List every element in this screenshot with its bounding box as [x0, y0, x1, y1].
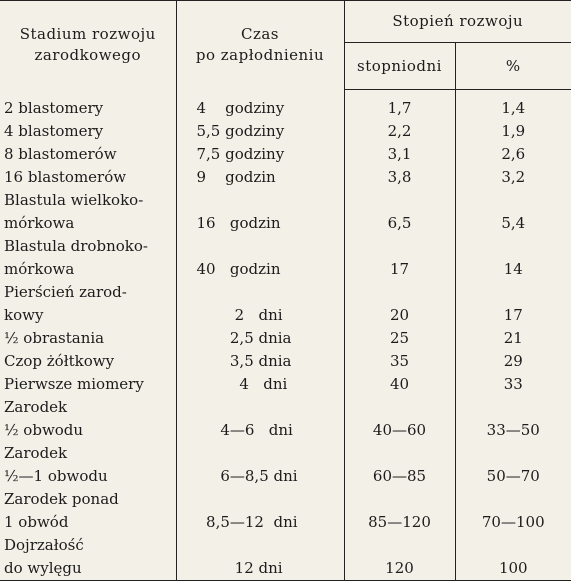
- degree-days-cell: 3,8: [344, 166, 455, 189]
- table-row: [0, 534, 571, 581]
- stage-line: Blastula drobnoko-: [4, 237, 148, 255]
- stage-cell: [0, 166, 176, 189]
- stage-line: ½ obwodu: [4, 421, 84, 439]
- degree-days-cell: 6,5: [344, 189, 455, 235]
- stage-line: mórkowa: [4, 214, 75, 232]
- time-cell: 6—8,5 dni: [176, 442, 344, 488]
- percent-cell: 70—100: [455, 488, 571, 534]
- table-row: [0, 281, 571, 327]
- stage-line: Pierwsze miomery: [4, 375, 144, 393]
- header-percent: %: [455, 43, 571, 90]
- stage-cell: [0, 534, 176, 581]
- table-row: [0, 396, 571, 442]
- stage-line: 16 blastomerów: [4, 168, 127, 186]
- percent-cell: 17: [455, 281, 571, 327]
- stage-cell: [0, 189, 176, 235]
- table-row: [0, 97, 571, 120]
- time-cell: 16 godzin: [176, 189, 344, 235]
- stage-line: Zarodek: [4, 398, 68, 416]
- table-row: [0, 327, 571, 350]
- stage-cell: [0, 350, 176, 373]
- stage-cell: [0, 97, 176, 120]
- degree-days-cell: 40—60: [344, 396, 455, 442]
- spacer-row: [0, 90, 571, 98]
- degree-days-cell: 40: [344, 373, 455, 396]
- table-row: [0, 189, 571, 235]
- time-cell: 4—6 dni: [176, 396, 344, 442]
- header-degree-group: Stopień rozwoju: [344, 1, 571, 43]
- table-row: [0, 166, 571, 189]
- percent-cell: 33: [455, 373, 571, 396]
- percent-cell: 3,2: [455, 166, 571, 189]
- time-cell: 3,5 dnia: [176, 350, 344, 373]
- header-stage-line-2: zarodkowego: [34, 46, 142, 65]
- stage-line: ½ obrastania: [4, 329, 105, 347]
- stage-line: 1 obwód: [4, 513, 69, 531]
- stage-cell: [0, 488, 176, 534]
- table-row: [0, 143, 571, 166]
- degree-days-cell: 20: [344, 281, 455, 327]
- stage-line: Zarodek: [4, 444, 68, 462]
- stage-cell: [0, 442, 176, 488]
- degree-days-cell: 2,2: [344, 120, 455, 143]
- stage-line: Pierścień zarod-: [4, 283, 127, 301]
- stage-line: Czop żółtkowy: [4, 352, 115, 370]
- percent-cell: 33—50: [455, 396, 571, 442]
- table-row: [0, 488, 571, 534]
- header-stage: [0, 1, 176, 90]
- percent-cell: 5,4: [455, 189, 571, 235]
- stage-line: mórkowa: [4, 260, 75, 278]
- time-cell: 8,5—12 dni: [176, 488, 344, 534]
- percent-cell: 21: [455, 327, 571, 350]
- stage-cell: [0, 235, 176, 281]
- percent-cell: 100: [455, 534, 571, 581]
- degree-days-cell: 17: [344, 235, 455, 281]
- percent-cell: 50—70: [455, 442, 571, 488]
- header-time-line-2: po zapłodnieniu: [195, 46, 325, 65]
- degree-days-cell: 120: [344, 534, 455, 581]
- table-row: [0, 120, 571, 143]
- stage-cell: [0, 373, 176, 396]
- degree-days-cell: 3,1: [344, 143, 455, 166]
- stage-line: ½—1 obwodu: [4, 467, 108, 485]
- table-row: [0, 235, 571, 281]
- percent-cell: 2,6: [455, 143, 571, 166]
- percent-cell: 29: [455, 350, 571, 373]
- stage-line: Zarodek ponad: [4, 490, 119, 508]
- header-time: [176, 1, 344, 90]
- stage-cell: [0, 120, 176, 143]
- table-body: [0, 90, 571, 581]
- percent-cell: 14: [455, 235, 571, 281]
- header-row-top: [0, 1, 571, 43]
- time-cell: 7,5 godziny: [176, 143, 344, 166]
- stage-cell: [0, 281, 176, 327]
- time-cell: 2,5 dnia: [176, 327, 344, 350]
- time-cell: 4 dni: [176, 373, 344, 396]
- degree-days-cell: 1,7: [344, 97, 455, 120]
- time-cell: 9 godzin: [176, 166, 344, 189]
- stage-line: Dojrzałość: [4, 536, 84, 554]
- stage-line: 4 blastomery: [4, 122, 104, 140]
- header-degree-days: stopniodni: [344, 43, 455, 90]
- header-stage-line-1: Stadium rozwoju: [19, 25, 156, 44]
- percent-cell: 1,4: [455, 97, 571, 120]
- table-row: [0, 350, 571, 373]
- time-cell: 4 godziny: [176, 97, 344, 120]
- table-row: [0, 442, 571, 488]
- stage-cell: [0, 396, 176, 442]
- stage-line: do wylęgu: [4, 559, 82, 577]
- table-row: [0, 373, 571, 396]
- degree-days-cell: 85—120: [344, 488, 455, 534]
- stage-line: 8 blastomerów: [4, 145, 117, 163]
- degree-days-cell: 60—85: [344, 442, 455, 488]
- time-cell: 2 dni: [176, 281, 344, 327]
- percent-cell: 1,9: [455, 120, 571, 143]
- time-cell: 40 godzin: [176, 235, 344, 281]
- stage-line: 2 blastomery: [4, 99, 104, 117]
- stage-cell: [0, 143, 176, 166]
- header-time-line-1: Czas: [240, 25, 280, 44]
- time-cell: 5,5 godziny: [176, 120, 344, 143]
- time-cell: 12 dni: [176, 534, 344, 581]
- stage-line: kowy: [4, 306, 44, 324]
- degree-days-cell: 25: [344, 327, 455, 350]
- stage-cell: [0, 327, 176, 350]
- stage-line: Blastula wielkoko-: [4, 191, 144, 209]
- degree-days-cell: 35: [344, 350, 455, 373]
